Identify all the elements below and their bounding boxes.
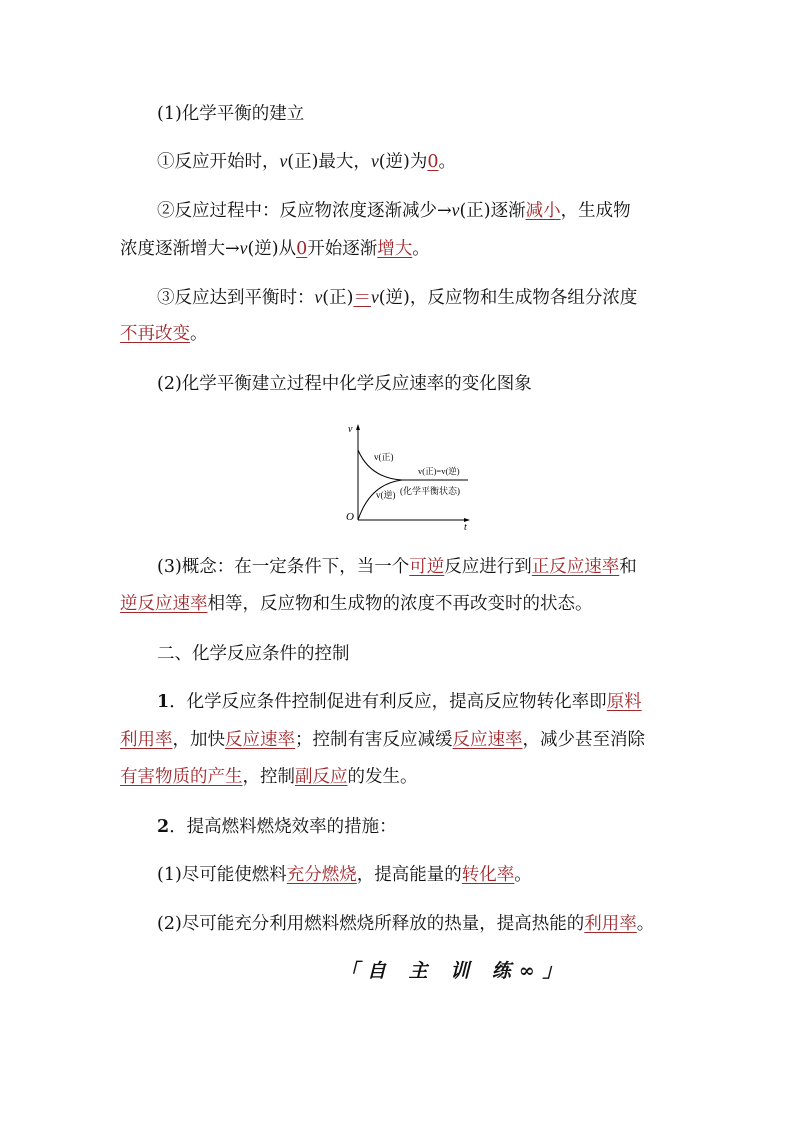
text-segment: (1)尽可能使燃料 [157,865,287,885]
y-axis-arrow [356,424,360,430]
answer-blank: 0 [427,152,439,172]
text-segment: 。 [190,324,208,344]
answer-blank: 充分燃烧 [286,865,357,885]
text-segment: ，提高能量的 [356,865,462,885]
text-line [120,235,430,260]
text-segment: ③反应达到平衡时： [157,288,315,308]
text-line [157,910,654,935]
reverse-rate-curve [358,480,402,520]
text-segment: 反应进行到 [444,557,532,577]
section-heading: 「自 主 训 练∞」 [340,960,570,982]
text-segment: ．化学反应条件控制促进有利反应，提高反应物转化率即 [169,692,607,712]
text-segment: ．提高燃料燃烧效率的措施： [169,817,397,837]
text-segment: (2)化学平衡建立过程中化学反应速率的变化图象 [157,374,532,394]
answer-blank: 正反应速率 [531,557,620,577]
text-segment: v [239,238,248,258]
text-line [157,148,456,173]
rate-time-chart [340,420,480,530]
answer-blank: 反应速率 [452,730,523,750]
text-segment: v [370,151,379,171]
text-line [157,640,350,665]
answer-blank: 副反应 [295,767,348,787]
answer-blank: 0 [296,239,308,259]
answer-blank: 减小 [525,201,561,221]
answer-blank: 不再改变 [120,324,190,344]
text-line [157,553,637,578]
text-line [120,320,208,345]
text-line [120,726,645,751]
text-segment: ②反应过程中：反应物浓度逐渐减少→ [157,201,452,221]
text-segment: v [370,287,379,307]
text-segment: 。 [514,865,532,885]
text-line [157,813,397,838]
text-segment: 。 [412,239,430,259]
x-axis-label: t [464,522,467,530]
text-line [157,284,637,309]
text-segment: 二、化学反应条件的控制 [157,644,350,664]
y-axis-label: v [348,424,353,435]
answer-blank: 反应速率 [225,730,295,750]
text-line [120,590,593,615]
text-line [157,861,532,886]
answer-blank: 利用率 [584,914,637,934]
text-segment: ，加快 [172,730,225,750]
answer-blank: 增大 [377,239,413,259]
text-segment: 1 [157,692,170,712]
state-label: (化学平衡状态) [400,486,460,496]
text-segment: (逆)为 [378,152,428,172]
text-segment: ；控制有害反应减缓 [295,730,453,750]
answer-blank: 转化率 [461,865,515,885]
answer-blank: 利用率 [120,730,173,750]
text-segment: ，控制 [242,767,295,787]
text-line [157,688,642,713]
text-segment: (逆)，反应物和生成物各组分浓度 [378,288,638,308]
text-segment: v [314,287,323,307]
text-line [157,370,532,395]
answer-blank: 有害物质的产生 [120,767,243,787]
text-segment: 浓度逐渐增大→ [120,239,240,259]
text-segment: ①反应开始时， [157,152,280,172]
text-segment: 。 [438,152,457,172]
answer-blank: ＝ [353,288,371,308]
answer-blank: 可逆 [409,557,445,577]
answer-blank: 逆反应速率 [120,594,208,614]
text-segment: (3)概念：在一定条件下，当一个 [157,557,410,577]
text-line [157,100,304,125]
text-segment: ，减少甚至消除 [522,730,645,750]
text-segment: 2 [157,817,170,837]
forward-label: v(正) [374,452,394,462]
text-line [120,763,418,788]
origin-label: O [346,511,354,523]
text-segment: 的发生。 [347,767,418,787]
reverse-label: v(逆) [376,490,396,500]
text-segment: (正)最大， [287,152,371,172]
text-segment: 。 [636,914,655,934]
text-segment: v [451,200,460,220]
equal-label: v(正)=v(逆) [418,466,460,476]
text-segment: (正) [322,288,354,308]
text-segment: (2)尽可能充分利用燃料燃烧所释放的热量，提高热能的 [157,914,585,934]
text-segment: 相等，反应物和生成物的浓度不再改变时的状态。 [207,594,593,614]
answer-blank: 原料 [606,692,642,712]
text-segment: (逆)从 [247,239,297,259]
text-segment: 开始逐渐 [307,239,378,259]
text-segment: 和 [619,557,637,577]
text-segment: v [279,151,288,171]
text-segment: ，生成物 [560,201,631,221]
text-line [157,197,631,222]
text-segment: (1)化学平衡的建立 [157,104,305,124]
text-segment: (正)逐渐 [459,201,526,221]
